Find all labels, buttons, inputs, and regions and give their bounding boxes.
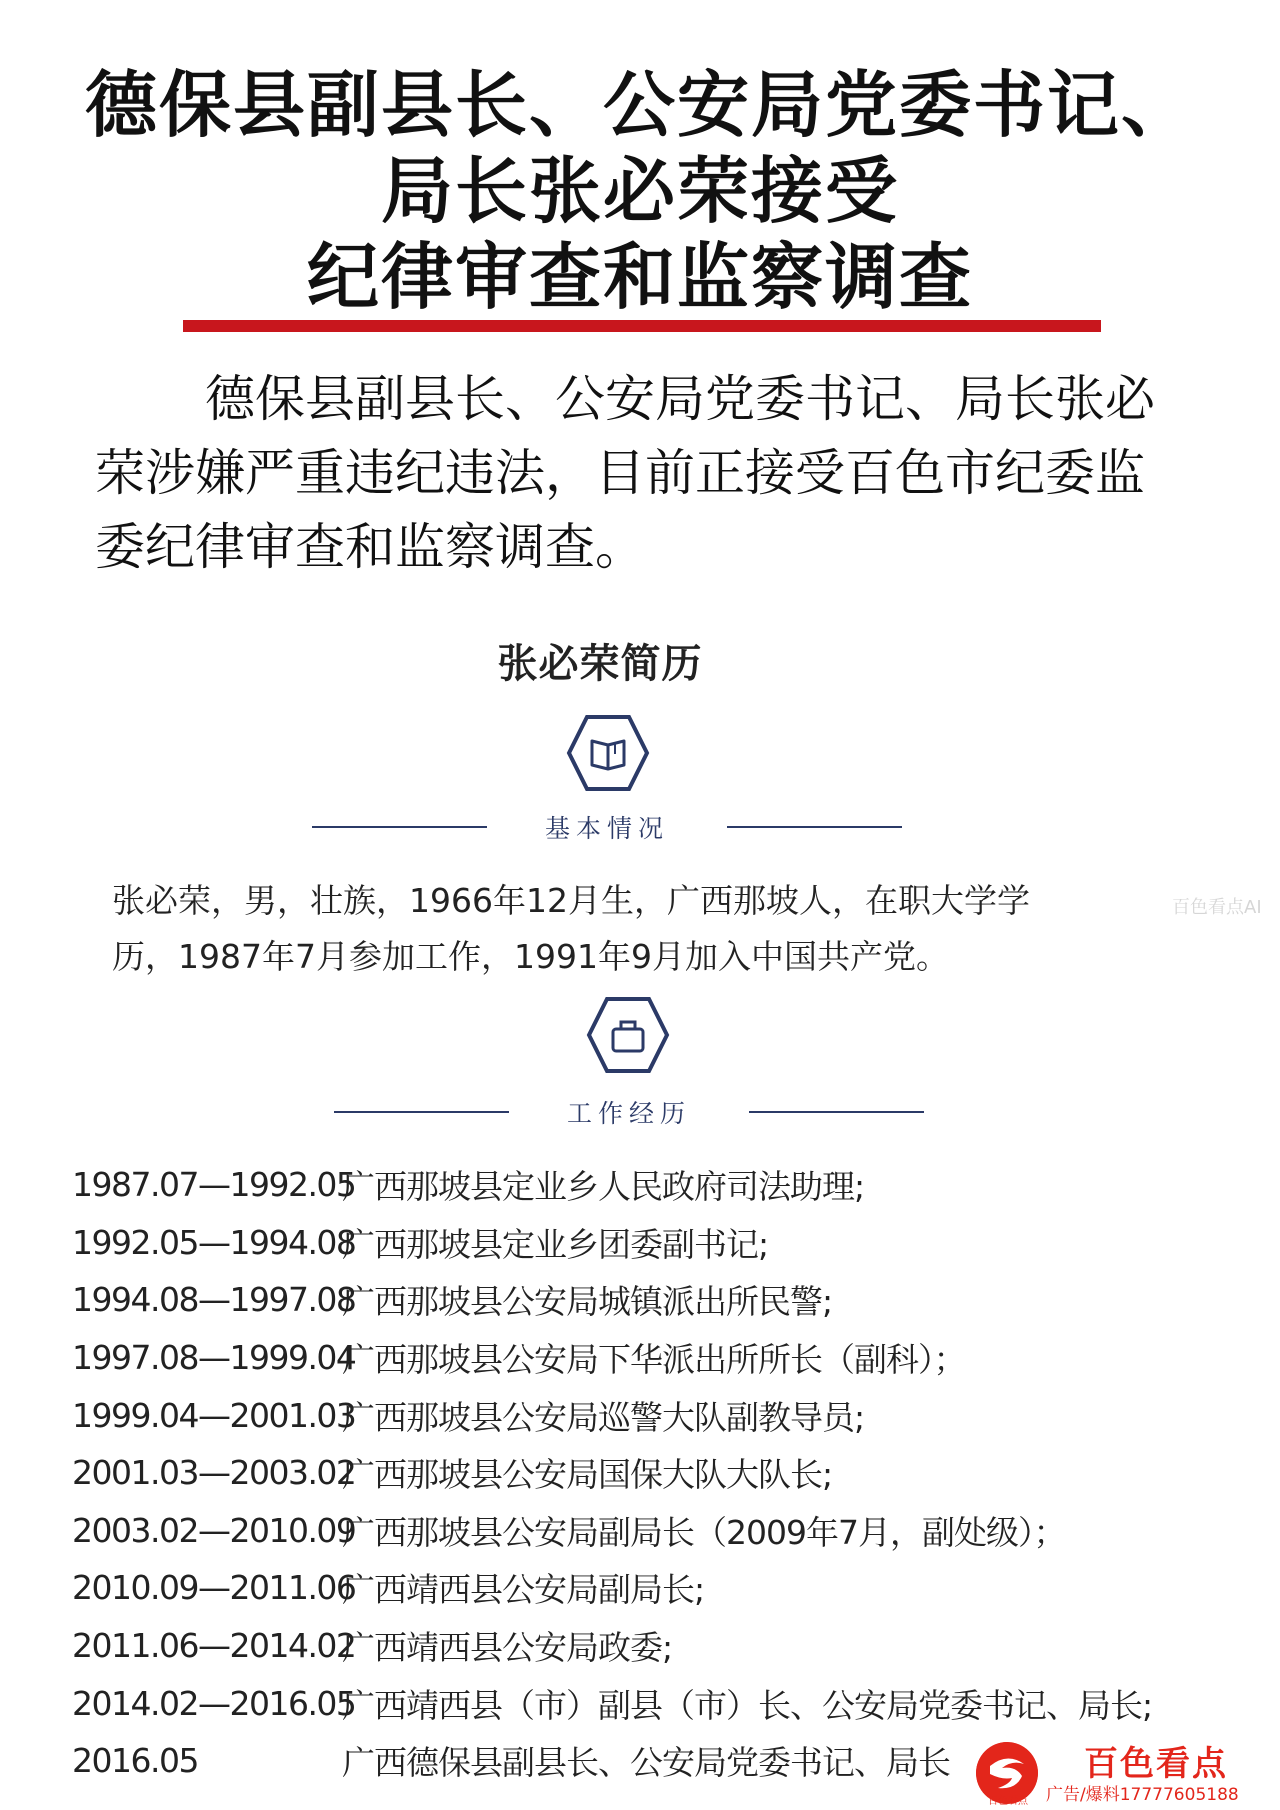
career-period: 2016.05 <box>72 1741 198 1781</box>
career-desc: 广西那坡县公安局副局长（2009年7月，副处级）； <box>342 1512 1066 1552</box>
career-row <box>72 1329 1252 1387</box>
section-title-basic: 基本情况 <box>544 814 669 843</box>
section-rule-left <box>334 1111 509 1113</box>
career-desc: 广西那坡县公安局巡警大队副教导员; <box>342 1397 865 1437</box>
brand-logo-text: 百色看点 <box>988 1796 1028 1807</box>
lead-paragraph <box>95 362 1190 584</box>
career-row <box>72 1502 1252 1560</box>
bio-title: 张必荣简历 <box>497 641 703 687</box>
section-title-work: 工作经历 <box>566 1099 691 1128</box>
career-desc: 广西那坡县定业乡团委副书记; <box>342 1224 769 1264</box>
brand-tagline: 广告/爆料17777605188 <box>1046 1785 1239 1805</box>
brand-watermark <box>976 1732 1280 1810</box>
section-rule-left <box>312 826 487 828</box>
briefcase-icon <box>586 995 670 1075</box>
headline-line-1: 德保县副县长、公安局党委书记、 <box>84 63 1195 147</box>
career-period: 2011.06—2014.02 <box>72 1626 356 1666</box>
career-desc: 广西那坡县公安局城镇派出所民警; <box>342 1282 833 1322</box>
career-desc: 广西德保县副县长、公安局党委书记、局长 <box>342 1743 950 1783</box>
career-desc: 广西那坡县公安局国保大队大队长; <box>342 1455 833 1495</box>
career-row <box>72 1674 1252 1732</box>
career-desc: 广西那坡县公安局下华派出所所长（副科）； <box>342 1340 966 1380</box>
lead-text: 德保县副县长、公安局党委书记、局长张必荣涉嫌严重违纪违法，目前正接受百色市纪委监委纪律审查和监察调查。 <box>95 370 1155 576</box>
headline-underline <box>183 320 1101 332</box>
career-list <box>72 1156 1252 1790</box>
headline <box>60 62 1220 320</box>
career-desc: 广西那坡县定业乡人民政府司法助理; <box>342 1167 865 1207</box>
career-row <box>72 1156 1252 1214</box>
section-rule-right <box>727 826 902 828</box>
basic-info-text <box>112 873 1122 985</box>
section-header-basic <box>312 807 902 847</box>
career-row <box>72 1617 1252 1675</box>
career-row <box>72 1444 1252 1502</box>
career-period: 1987.07—1992.05 <box>72 1165 356 1205</box>
career-row <box>72 1559 1252 1617</box>
career-row <box>72 1214 1252 1272</box>
career-period: 2003.02—2010.09 <box>72 1510 356 1550</box>
open-book-icon <box>566 713 650 793</box>
watermark-ai: 百色看点AI <box>1172 897 1262 918</box>
career-desc: 广西靖西县公安局副局长; <box>342 1570 705 1610</box>
career-period: 2010.09—2011.06 <box>72 1568 356 1608</box>
career-desc: 广西靖西县（市）副县（市）长、公安局党委书记、局长; <box>342 1685 1153 1725</box>
section-header-work <box>334 1092 924 1132</box>
career-period: 2014.02—2016.05 <box>72 1683 356 1723</box>
career-period: 2001.03—2003.02 <box>72 1453 356 1493</box>
brand-name: 百色看点 <box>1084 1744 1228 1784</box>
career-period: 1992.05—1994.08 <box>72 1222 356 1262</box>
basic-info-line-1: 张必荣，男，壮族，1966年12月生，广西那坡人，在职大学学 <box>112 881 1030 920</box>
career-period: 1999.04—2001.03 <box>72 1395 356 1435</box>
headline-line-3: 纪律审查和监察调查 <box>306 235 973 319</box>
career-period: 1997.08—1999.04 <box>72 1338 356 1378</box>
career-row <box>72 1271 1252 1329</box>
section-rule-right <box>749 1111 924 1113</box>
career-desc: 广西靖西县公安局政委; <box>342 1628 673 1668</box>
career-row <box>72 1386 1252 1444</box>
career-period: 1994.08—1997.08 <box>72 1280 356 1320</box>
basic-info-line-2: 历，1987年7月参加工作，1991年9月加入中国共产党。 <box>112 937 949 976</box>
headline-line-2: 局长张必荣接受 <box>380 149 899 233</box>
